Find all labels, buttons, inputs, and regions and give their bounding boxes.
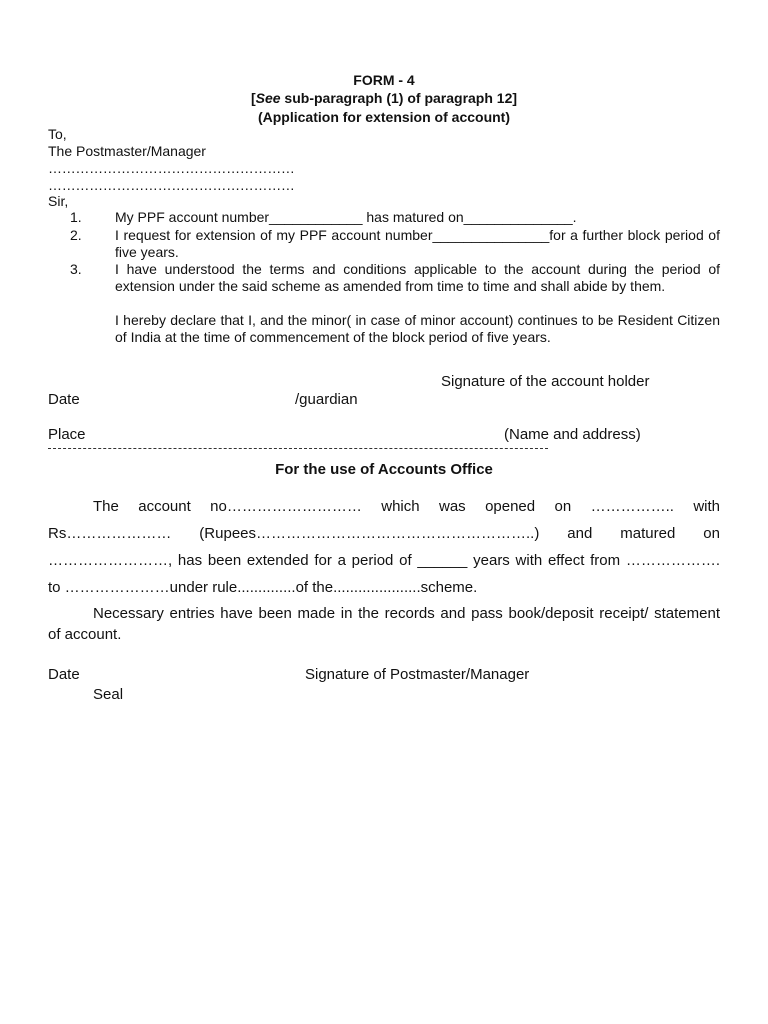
office-para-1-line-4: to …………………under rule..............of the.....................scheme. [48,579,478,596]
postmaster-signature-label: Signature of Postmaster/Manager [305,666,530,683]
account-holder-signature-label: Signature of the account holder [441,373,650,390]
office-para-2-line-2: of account. [48,626,122,643]
office-date-label: Date [48,666,80,683]
name-and-address-label: (Name and address) [504,426,641,443]
reference-see: See [255,90,281,106]
item-3-text-line-1: I have understood the terms and conditions applicable to the account during the period of [115,261,720,277]
declaration-line-2: of India at the time of commencement of the block period of five years. [115,329,551,345]
applicant-date-label: Date [48,391,80,408]
office-para-2-line-1: Necessary entries have been made in the records and pass book/deposit receipt/ statement [93,605,720,622]
reference-rest: sub-paragraph (1) of paragraph 12] [280,90,518,106]
section-divider [48,448,548,449]
form-number: FORM - 4 [353,72,415,88]
item-2-text-line-2: five years. [115,244,179,260]
office-para-1-line-3: ……………………, has been extended for a period of ______ years with effect from ………………. [48,552,720,569]
office-para-1-line-2: Rs………………… (Rupees………………………………………………..) and matured on [48,525,720,542]
item-2-text-line-1: I request for extension of my PPF account number_______________for a further block period of [115,227,720,243]
item-1-number: 1. [70,209,82,225]
address-line-1: ……………………………………………… [48,160,295,176]
guardian-label: /guardian [295,391,358,408]
item-2-number: 2. [70,227,82,243]
form-subtitle: (Application for extension of account) [257,109,510,125]
item-1-text: My PPF account number____________ has matured on______________. [115,209,577,225]
reference-open-bracket: [ [250,90,256,106]
address-to: To, [48,126,67,142]
seal-label: Seal [93,686,124,703]
address-line-2: ……………………………………………… [48,177,295,193]
place-label: Place [48,426,86,443]
office-section-title: For the use of Accounts Office [275,461,493,478]
form-reference [0,90,768,106]
office-para-1-line-1: The account no……………………… which was opened on …………….. with [93,498,720,515]
address-recipient: The Postmaster/Manager [48,143,206,159]
item-3-number: 3. [70,261,82,277]
item-3-text-line-2: extension under the said scheme as amended from time to time and shall abide by them. [115,278,666,294]
salutation: Sir, [48,193,69,209]
declaration-line-1: I hereby declare that I, and the minor( in case of minor account) continues to be Resident Citizen [115,312,720,328]
